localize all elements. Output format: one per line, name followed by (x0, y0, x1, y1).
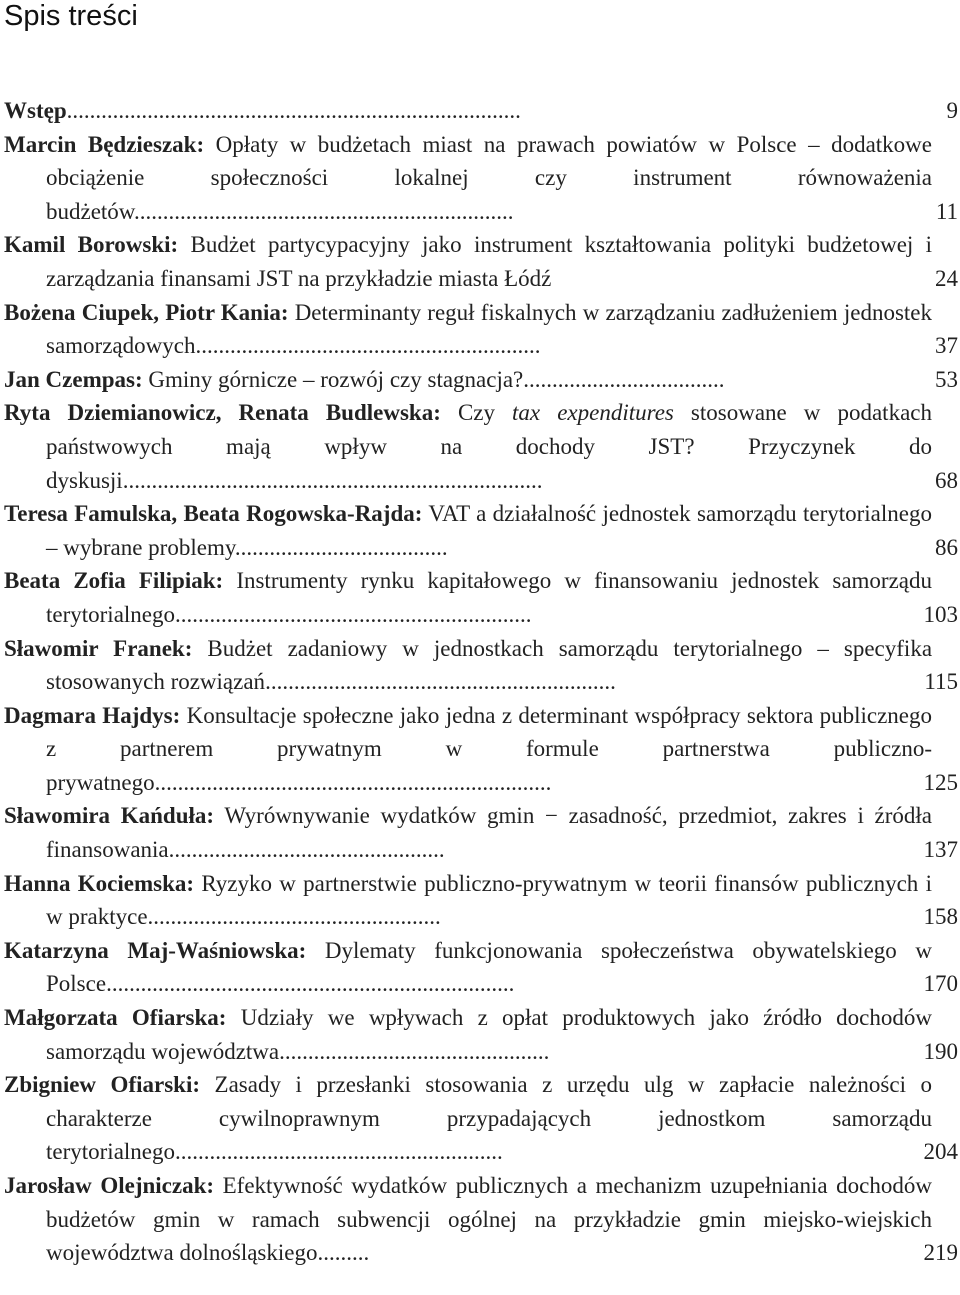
toc-entry-author: Hanna Kociemska: (4, 870, 195, 896)
toc-entry-text (0, 396, 932, 497)
toc-entry[interactable] (0, 564, 960, 631)
toc-leader-dots: ....................................................................... (106, 971, 515, 997)
toc-entry-author: Kamil Borowski: (4, 232, 179, 258)
toc-entry-author: Marcin Będzieszak: (4, 131, 205, 157)
toc-entry-title: Dylematy funkcjonowania społeczeństwa obywatelskiego w Polsce (46, 937, 932, 997)
toc-entry[interactable] (0, 94, 960, 128)
page-title: Spis treści (4, 0, 138, 32)
toc-entry-author: Katarzyna Maj-Waśniowska: (4, 937, 307, 963)
toc-entry-text (0, 564, 932, 631)
toc-leader-dots: ......................................................................... (122, 467, 543, 493)
toc-entry-title: Gminy górnicze – rozwój czy stagnacja? (148, 366, 524, 392)
toc-entry-title: Instrumenty rynku kapitałowego w finansowaniu jednostek samorządu terytorialnego (46, 568, 933, 627)
toc-entry[interactable] (0, 1068, 960, 1169)
toc-entry-author: Dagmara Hajdys: (4, 702, 181, 728)
toc-entry[interactable] (0, 867, 960, 934)
toc-leader-dots: ..................................................................... (154, 769, 552, 795)
toc-entry-text (0, 699, 932, 800)
toc-entry-author: Małgorzata Ofiarska: (4, 1005, 227, 1031)
toc-page-number: 170 (923, 971, 958, 997)
toc-leader-dots: ............................................................. (265, 669, 616, 695)
toc-entry-text (0, 94, 932, 128)
toc-entry-text (0, 1169, 932, 1270)
toc-entry-title-italic: tax expenditures (512, 400, 674, 426)
toc-entry-author: Bożena Ciupek, Piotr Kania: (4, 299, 289, 325)
toc-entry-title-pre: Czy (457, 400, 513, 426)
toc-entry-text (0, 228, 932, 295)
toc-entry-text (0, 497, 932, 564)
toc-page-number: 24 (935, 265, 958, 291)
toc-entry[interactable] (0, 1001, 960, 1068)
toc-page-number: 11 (935, 198, 958, 224)
toc-entry-text (0, 363, 932, 397)
toc-entry-text (0, 296, 932, 363)
toc-entry-author: Sławomir Franek: (4, 635, 193, 661)
toc-entry[interactable] (0, 632, 960, 699)
toc-page-number: 204 (923, 1139, 958, 1165)
toc-entry-title: Opłaty w budżetach miast na prawach powiatów w Polsce – dodatkowe obciążenie społeczności lokalnej czy instrument równoważenia budżetów (46, 131, 932, 224)
toc-entry-text (0, 632, 932, 699)
toc-entry-text (0, 128, 932, 229)
toc-entry-author: Jan Czempas: (4, 366, 143, 392)
toc-entry-title: Budżet zadaniowy w jednostkach samorządu terytorialnego – specyfika stosowanych rozwiązań (46, 635, 933, 695)
toc-entry-title: Determinanty reguł fiskalnych w zarządzaniu zadłużeniem jednostek samorządowych (46, 299, 932, 359)
toc-entry-text (0, 867, 932, 934)
toc-page-number: 158 (923, 904, 958, 930)
toc-page-number: 53 (935, 366, 958, 392)
toc-entry[interactable] (0, 296, 960, 363)
toc-page-number: 9 (946, 98, 958, 123)
toc-leader-dots: ............................................................................... (66, 98, 521, 123)
toc-leader-dots: ................................................ (168, 837, 445, 863)
toc-page-number: 68 (935, 467, 958, 493)
toc-entry-author: Sławomira Kańduła: (4, 803, 215, 829)
toc-entry-title: Udziały we wpływach z opłat produktowych jako źródło dochodów samorządu województwa (46, 1005, 932, 1064)
toc-entry[interactable] (0, 1169, 960, 1270)
toc-entry-title: Budżet partycypacyjny jako instrument kształtowania polityki budżetowej i zarządzania finansami JST na przykładzie miasta Łódź (46, 232, 932, 291)
toc-leader-dots: ......... (317, 1240, 370, 1266)
toc-page-number: 125 (923, 769, 958, 795)
toc-leader-dots: ................................................... (147, 904, 441, 930)
toc-entry-text (0, 1001, 932, 1068)
toc-entry-title: Ryzyko w partnerstwie publiczno-prywatnym w teorii finansów publicznych i w praktyce (46, 870, 932, 930)
toc-entry-title: VAT a działalność jednostek samorządu terytorialnego – wybrane problemy (46, 501, 932, 560)
toc-entry-author: Jarosław Olejniczak: (4, 1173, 215, 1198)
toc-page-number: 86 (935, 534, 958, 560)
toc-entry-text (0, 799, 932, 866)
toc-entry[interactable] (0, 128, 960, 229)
toc-entry-title: Zasady i przesłanki stosowania z urzędu ulg w zapłacie należności o charakterze cywilnoprawnym przypadających jednostkom samorządu terytorialnego (46, 1072, 932, 1165)
toc-page-number: 115 (924, 669, 958, 695)
toc-leader-dots: ..................................... (234, 534, 448, 560)
toc-leader-dots: .................................................................. (133, 198, 514, 224)
toc-entry-author: Teresa Famulska, Beata Rogowska-Rajda: (4, 501, 423, 527)
toc-entry[interactable] (0, 497, 960, 564)
toc-entry-title: Konsultacje społeczne jako jedna z determinant współpracy sektora publicznego z partnerem prywatnym w formule partnerstwa publiczno-prywatnego (46, 702, 933, 795)
toc-leader-dots: ......................................................... (175, 1139, 503, 1165)
toc-leader-dots: ................................... (523, 366, 725, 392)
toc-leader-dots: ............................................... (279, 1038, 550, 1064)
table-of-contents (0, 94, 960, 1270)
toc-entry[interactable] (0, 799, 960, 866)
toc-entry[interactable] (0, 934, 960, 1001)
toc-entry-title: Efektywność wydatków publicznych a mechanizm uzupełniania dochodów budżetów gmin w ramach subwencji ogólnej na przykładzie gmin miejsko-wiejskich województwa dolnośląskiego (46, 1173, 932, 1266)
toc-entry[interactable] (0, 396, 960, 497)
toc-entry-title: stosowane w podatkach państwowych mają wpływ na dochody JST? Przyczynek do dyskusji (46, 400, 932, 493)
toc-page-number: 103 (923, 601, 958, 627)
toc-page-number: 190 (923, 1038, 958, 1064)
toc-leader-dots: .............................................................. (175, 601, 532, 627)
toc-entry-text (0, 1068, 932, 1169)
toc-entry-author: Zbigniew Ofiarski: (4, 1072, 200, 1098)
toc-entry-author: Beata Zofia Filipiak: (4, 568, 224, 594)
toc-entry-title: Wyrównywanie wydatków gmin − zasadność, przedmiot, zakres i źródła finansowania (46, 803, 932, 863)
toc-page-number: 37 (935, 333, 958, 359)
toc-entry-text (0, 934, 932, 1001)
toc-page-number: 219 (923, 1240, 958, 1266)
toc-page-number: 137 (923, 837, 958, 863)
toc-entry[interactable] (0, 363, 960, 397)
toc-entry-title: Wstęp (4, 98, 67, 123)
toc-entry-author: Ryta Dziemianowicz, Renata Budlewska: (4, 400, 441, 426)
toc-entry[interactable] (0, 699, 960, 800)
toc-entry[interactable] (0, 228, 960, 295)
toc-leader-dots: ............................................................ (195, 333, 541, 359)
